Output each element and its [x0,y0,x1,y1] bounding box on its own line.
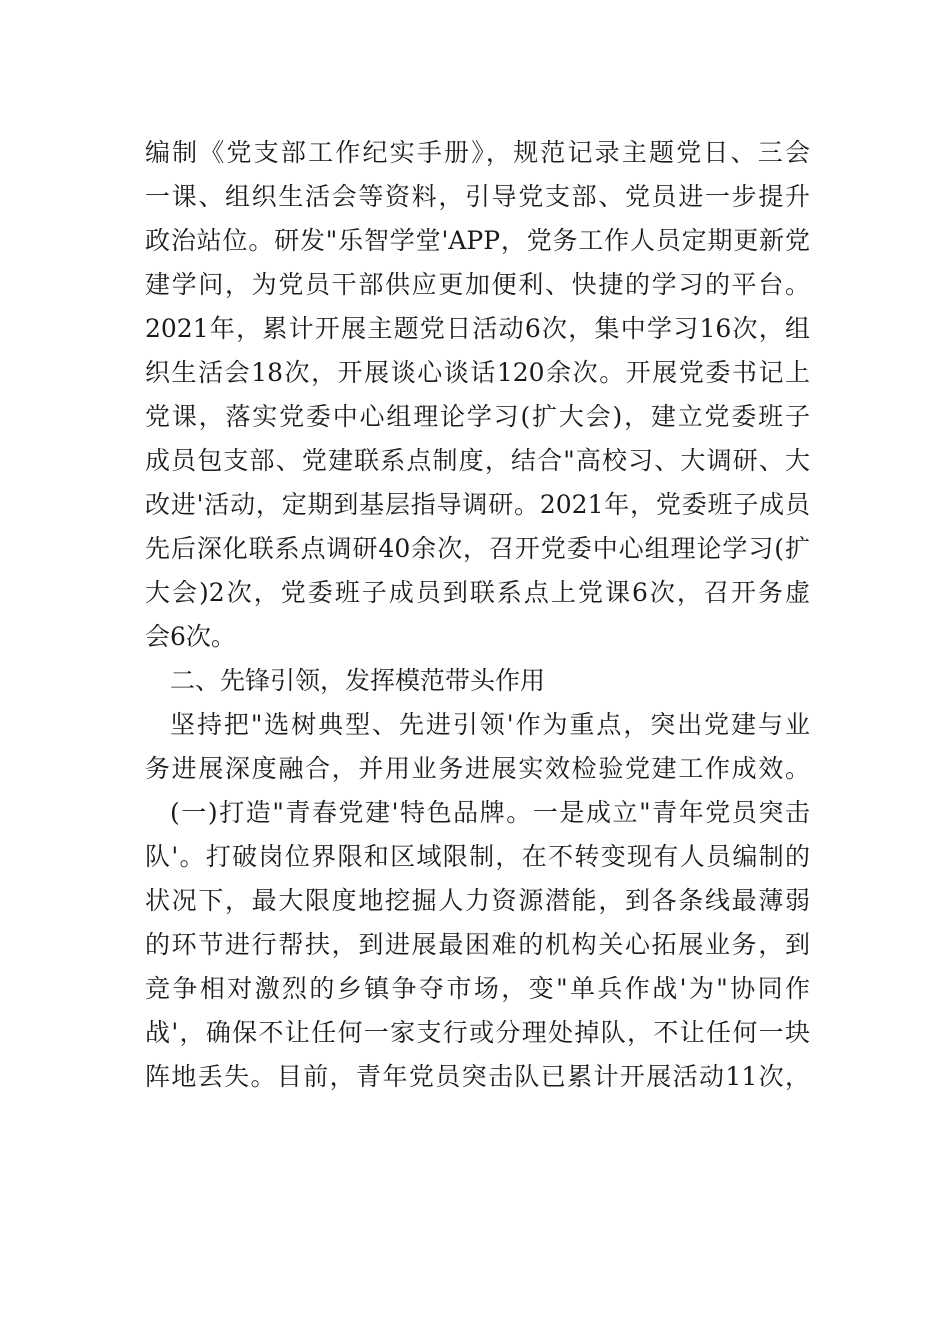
section-heading: 二、先锋引领，发挥模范带头作用 [170,666,546,695]
text-line: 2021年，累计开展主题党日活动6次，集中学习16次，组 [145,314,810,343]
text-line: 会6次。 [145,622,236,651]
text-line: (一)打造"青春党建'特色品牌。一是成立"青年党员突击 [170,798,810,827]
text-line: 阵地丢失。目前，青年党员突击队已累计开展活动11次， [145,1062,810,1091]
text-line: 的环节进行帮扶，到进展最困难的机构关心拓展业务，到 [145,930,810,959]
text-line: 编制《党支部工作纪实手册》，规范记录主题党日、三会 [145,138,810,167]
text-line: 党课，落实党委中心组理论学习(扩大会)，建立党委班子 [145,402,810,431]
text-line: 务进展深度融合，并用业务进展实效检验党建工作成效。 [145,754,810,783]
text-line: 织生活会18次，开展谈心谈话120余次。开展党委书记上 [145,358,810,387]
text-line: 成员包支部、党建联系点制度，结合"高校习、大调研、大 [145,446,810,475]
text-line: 一课、组织生活会等资料，引导党支部、党员进一步提升 [145,182,810,211]
text-line: 大会)2次，党委班子成员到联系点上党课6次，召开务虚 [145,578,810,607]
text-line: 先后深化联系点调研40余次，召开党委中心组理论学习(扩 [145,534,810,563]
text-line: 改进'活动，定期到基层指导调研。2021年，党委班子成员 [145,490,810,519]
text-line: 状况下，最大限度地挖掘人力资源潜能，到各条线最薄弱 [145,886,810,915]
text-line: 坚持把"选树典型、先进引领'作为重点，突出党建与业 [170,710,810,739]
text-line: 战'，确保不让任何一家支行或分理处掉队，不让任何一块 [145,1018,810,1047]
text-line: 队'。打破岗位界限和区域限制，在不转变现有人员编制的 [145,842,810,871]
text-line: 建学问，为党员干部供应更加便利、快捷的学习的平台。 [145,270,810,299]
document-body [145,131,810,1099]
text-line: 竞争相对激烈的乡镇争夺市场，变"单兵作战'为"协同作 [145,974,810,1003]
text-line: 政治站位。研发"乐智学堂'APP，党务工作人员定期更新党 [145,226,810,255]
